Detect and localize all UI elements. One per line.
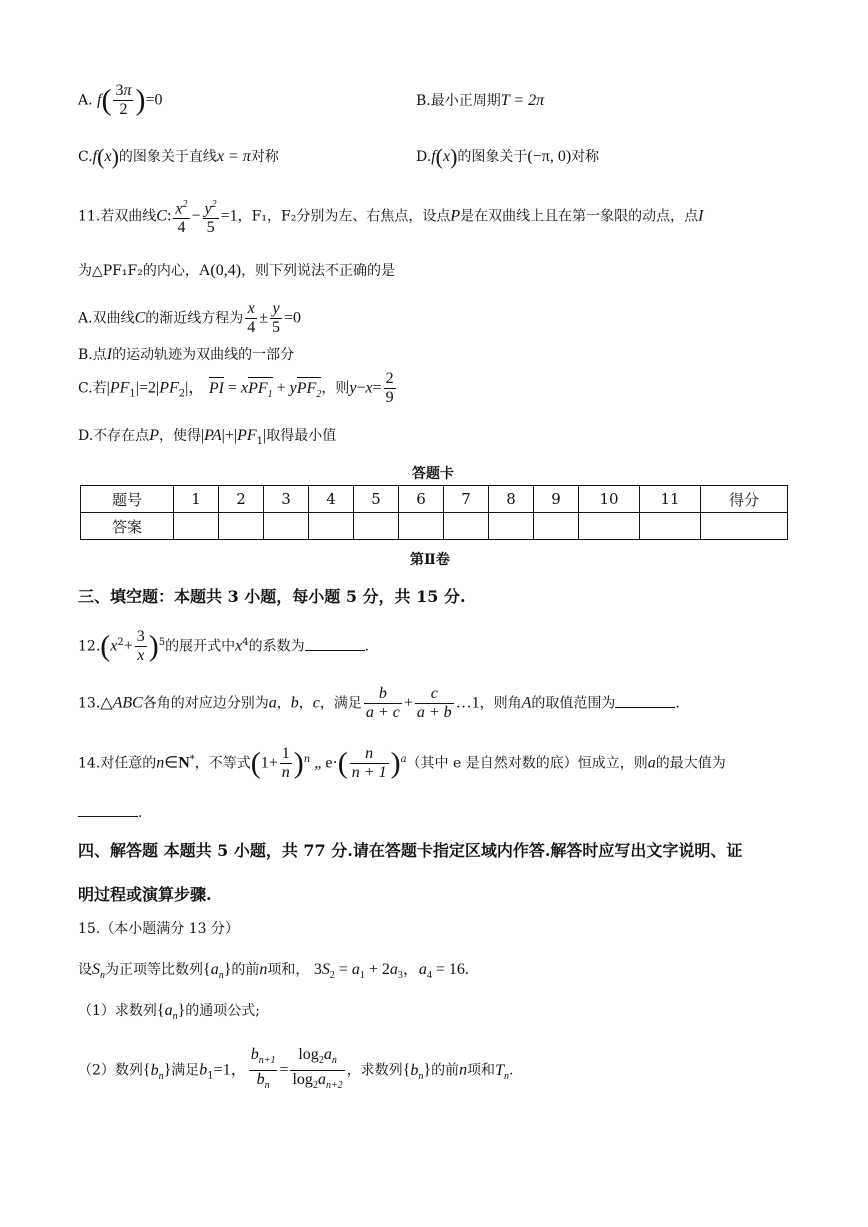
table-cell: 6 — [399, 486, 444, 513]
question-15-part1: （1）求数列$\{a_n\}$的通项公式; — [78, 1002, 261, 1023]
answer-input[interactable] — [579, 513, 640, 540]
question-text: （1）求数列 — [78, 1003, 157, 1019]
answer-input[interactable] — [354, 513, 399, 540]
question-13: 13.△ABC各角的对应边分别为a，b，c，满足 $\frac{b}{a + c}$ + $\frac{c}{a + b}$ …1，则角A的取值范围为 . — [78, 685, 680, 721]
table-cell: 1 — [174, 486, 219, 513]
table-cell: 7 — [444, 486, 489, 513]
math-expr: x = π — [216, 148, 251, 165]
question-number: 11.若双曲线 — [78, 208, 157, 225]
option-label: B.点 — [78, 347, 107, 363]
table-cell: 得分 — [701, 486, 788, 513]
answer-input[interactable] — [264, 513, 309, 540]
question-14: 14.对任意的n∈N*，不等式(1+ $\frac{1}{n}$ )$^n$ „ e·( $\frac{n}{n + 1}$ )$^a$（其中 e 是自然对数的底）恒成立，则a的最大值为 — [78, 745, 726, 781]
option-text: ，使得 — [158, 428, 201, 444]
table-cell: 3 — [264, 486, 309, 513]
option-label: A.双曲线 — [78, 310, 135, 327]
question-text: 的取值范围为 — [531, 695, 616, 712]
math-expr: A(0,4) — [198, 262, 242, 279]
section-heading: 三、填空题：本题共 3 小题，每小题 5 分，共 15 分. — [78, 587, 466, 606]
question-text: 项和， — [267, 962, 310, 978]
table-cell: 10 — [579, 486, 640, 513]
option-text: ，则 — [321, 380, 350, 397]
question-text: 设 — [78, 962, 92, 978]
option-a-tail: =0 — [145, 91, 163, 109]
answer-blank[interactable] — [305, 636, 365, 651]
answer-card-table — [80, 485, 788, 540]
table-cell: 2 — [219, 486, 264, 513]
question-text: （其中 e 是自然对数的底）恒成立，则 — [406, 755, 648, 772]
table-row — [81, 486, 788, 513]
question-text: （2）数列 — [78, 1062, 143, 1079]
question-text: 是在双曲线上且在第一象限的动点，点 — [460, 208, 699, 225]
question-12: $12.(x^2+$ $\frac{3}{x}$ )$^5$的展开式中$x^4$的系数为 . — [78, 628, 370, 664]
question-text: 满足 — [171, 1062, 200, 1079]
option-text: 的运动轨迹为双曲线的一部分 — [112, 347, 295, 363]
question-text: 项和 — [467, 1062, 496, 1079]
question-text: ，F₁，F₂分别为左、右焦点，设点 — [237, 208, 451, 225]
option-text: 对称 — [571, 149, 600, 165]
section-heading: 明过程或演算步骤. — [78, 885, 212, 904]
table-cell: 11 — [640, 486, 701, 513]
question-text: 的前 — [431, 1062, 460, 1079]
question-text: 的前 — [231, 962, 260, 978]
answer-blank[interactable] — [78, 802, 138, 817]
question-number: 14.对任意的 — [78, 755, 157, 772]
option-text: 对称 — [250, 149, 279, 165]
answer-input[interactable] — [444, 513, 489, 540]
question-11-line2 — [78, 260, 395, 280]
table-row — [81, 513, 788, 540]
answer-input[interactable] — [309, 513, 354, 540]
option-label: D.不存在点 — [78, 428, 150, 444]
question-text: ，满足 — [319, 695, 362, 712]
question-15-text: 设$S_n$为正项等比数列$\{a_n\}$的前n项和， $3S_2 = a_1 + 2a_3$，$a_4 = 16$. — [78, 961, 469, 982]
answer-input[interactable] — [219, 513, 264, 540]
answer-card-title: 答题卡 — [412, 466, 454, 482]
option-a-10: A. f( $\frac{3\pi}{2}$ )=0 — [78, 82, 163, 118]
option-label: B.最小正周期 — [416, 93, 501, 109]
question-text: 的通项公式; — [185, 1003, 261, 1019]
question-text: ，求数列 — [346, 1062, 403, 1079]
question-text: ，则角 — [479, 695, 522, 712]
answer-input[interactable] — [174, 513, 219, 540]
question-text: 各角的对应边分别为 — [142, 695, 269, 712]
question-text: ，不等式 — [194, 755, 251, 772]
option-b-10 — [416, 90, 544, 110]
question-14-blank: . — [78, 802, 142, 821]
question-text: 为正项等比数列 — [105, 962, 203, 978]
question-text: 的系数为 — [248, 638, 305, 655]
question-number: 12. — [78, 638, 101, 655]
option-text: 的图象关于直线 — [118, 149, 217, 165]
q11-option-c: C.若$|PF_1|=2|PF_2|$， PI = xPF$_1$ + yPF$_2$，则y−x= $\frac{2}{9}$ — [78, 370, 394, 406]
question-11-line1: 11.若双曲线C: $\frac{x^2}{4}$ − $\frac{y^2}{5}$ =1，F₁，F₂分别为左、右焦点，设点P是在双曲线上且在第一象限的动点，点I — [78, 196, 703, 237]
table-cell: 答案 — [81, 513, 174, 540]
question-text: 的展开式中 — [165, 638, 236, 655]
option-label: C. — [78, 149, 93, 165]
math-expr: (−π, 0) — [527, 148, 572, 165]
question-15-title: 15.（本小题满分 13 分） — [78, 921, 239, 937]
fraction: $\frac{3\pi}{2}$ — [115, 82, 132, 118]
option-text: 的渐近线方程为 — [145, 310, 244, 327]
option-text: 取得最小值 — [266, 428, 337, 444]
option-c-10: C.f(x)的图象关于直线x = π对称 — [78, 144, 279, 169]
section-title: 第Ⅱ卷 — [410, 552, 450, 568]
question-15-part2: （2）数列$\{b_n\}$满足$b_1=1$， $\frac{b_{n+1}}{b_n}$ = $\frac{\log_2a_n}{\log_2a_{n+2}}$ ，求数列$\{b_n\}$的前n项和$T_n$. — [78, 1046, 514, 1092]
q11-option-d: D.不存在点P，使得$|PA|+|PF_1|$取得最小值 — [78, 427, 337, 447]
score-input[interactable] — [701, 513, 788, 540]
table-cell: 题号 — [81, 486, 174, 513]
table-cell: 5 — [354, 486, 399, 513]
section-heading: 四、解答题 本题共 5 小题，共 77 分.请在答题卡指定区域内作答.解答时应写出文字说明、证 — [78, 841, 743, 860]
question-text: 的最大值为 — [655, 755, 726, 772]
q11-option-b: B.点I的运动轨迹为双曲线的一部分 — [78, 346, 295, 363]
answer-input[interactable] — [534, 513, 579, 540]
option-label: C.若 — [78, 380, 107, 397]
answer-blank[interactable] — [615, 693, 675, 708]
question-number: 13. — [78, 695, 101, 712]
table-cell: 4 — [309, 486, 354, 513]
option-d-10: D.f(x)的图象关于(−π, 0)对称 — [416, 144, 600, 169]
answer-input[interactable] — [399, 513, 444, 540]
math-expr: T = 2π — [500, 92, 545, 109]
answer-input[interactable] — [489, 513, 534, 540]
option-label: A. — [78, 92, 93, 109]
option-text: 的图象关于 — [457, 149, 528, 165]
answer-input[interactable] — [640, 513, 701, 540]
q11-option-a: A.双曲线C的渐近线方程为 $\frac{x}{4}$ ± $\frac{y}{5}$ =0 — [78, 300, 302, 336]
table-cell: 8 — [489, 486, 534, 513]
option-label: D. — [416, 149, 432, 165]
question-text: 为△PF₁F₂的内心， — [78, 263, 199, 279]
table-cell: 9 — [534, 486, 579, 513]
question-text: ，则下列说法不正确的是 — [241, 263, 396, 279]
